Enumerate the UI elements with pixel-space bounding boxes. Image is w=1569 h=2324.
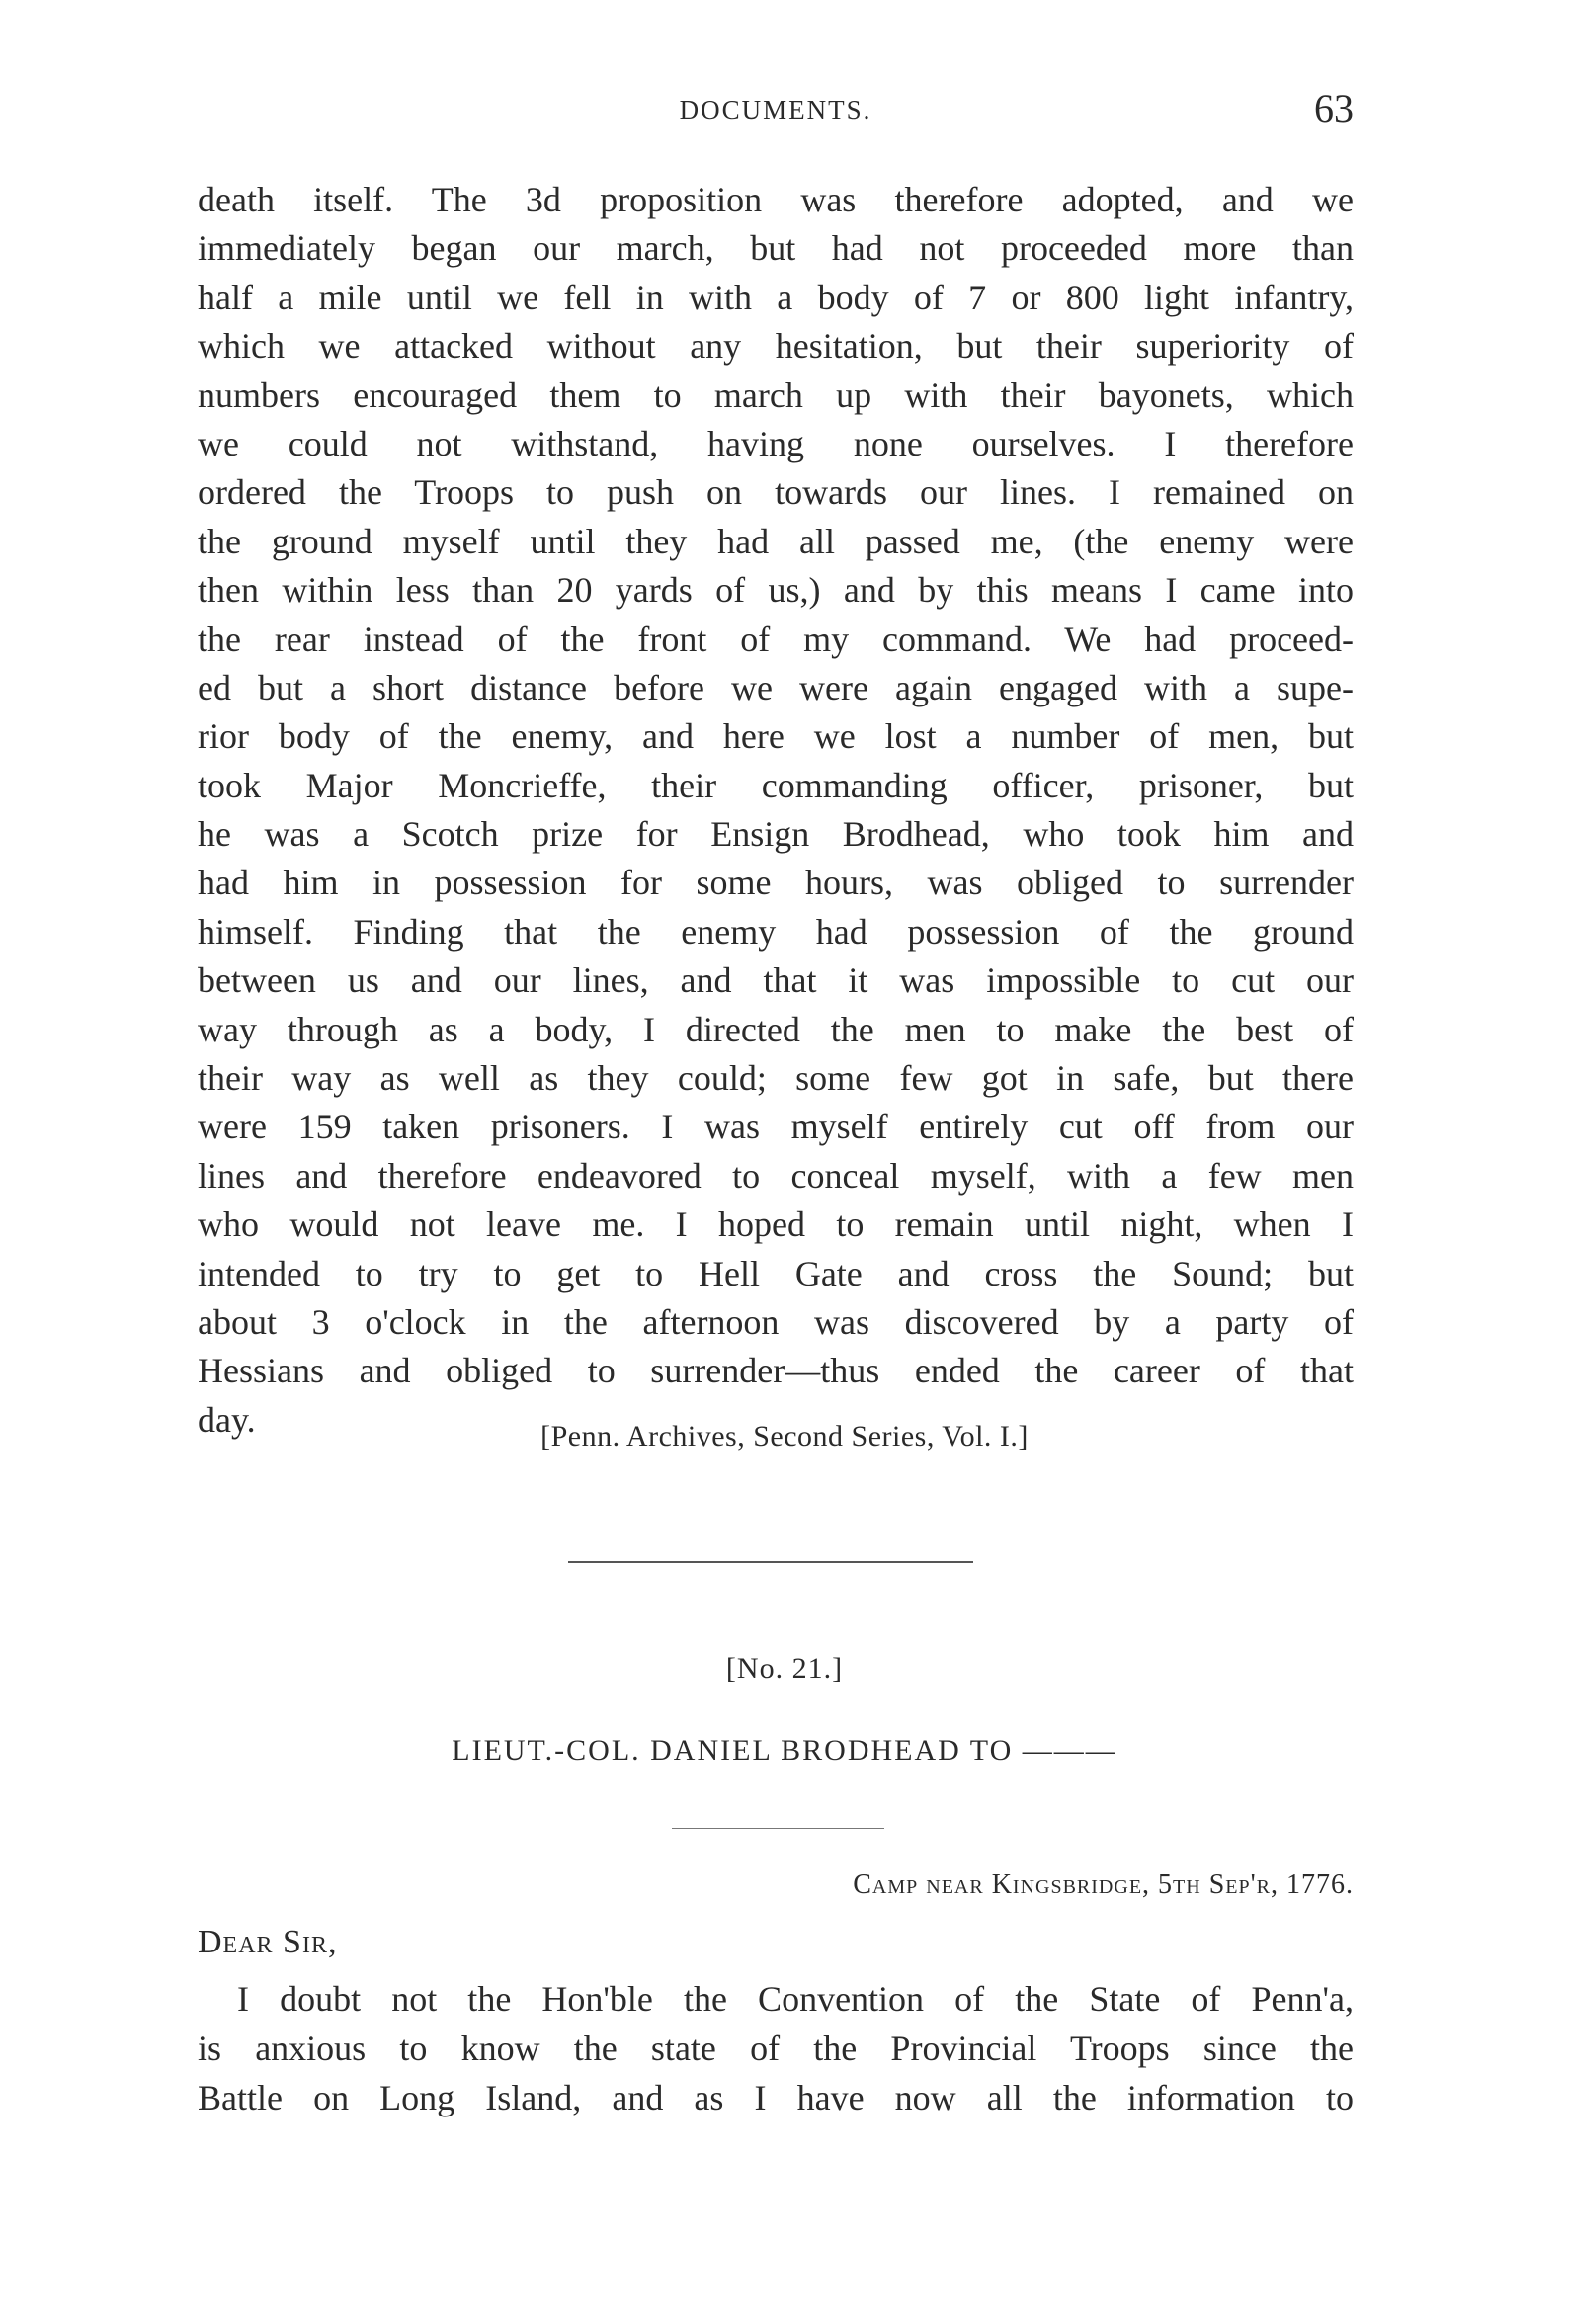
text-line: their way as well as they could; some few got in safe, but there — [198, 1058, 1354, 1099]
page-number: 63 — [1314, 86, 1354, 130]
letter-body — [198, 1974, 1354, 2122]
text-line: who would not leave me. I hoped to remain until night, when I — [198, 1204, 1354, 1245]
heading-rule — [672, 1828, 884, 1829]
text-line: ed but a short distance before we were again engaged with a supe- — [198, 667, 1354, 707]
text-line: numbers encouraged them to march up with their bayonets, which — [198, 374, 1354, 415]
text-line: Battle on Long Island, and as I have now all the information to — [198, 2078, 1354, 2117]
text-line: then within less than 20 yards of us,) and by this means I came into — [198, 570, 1354, 611]
text-line: the ground myself until they had all passed me, (the enemy were — [198, 521, 1354, 561]
text-line: is anxious to know the state of the Provincial Troops since the — [198, 2029, 1354, 2068]
letter-salutation: Dear Sir, — [198, 1924, 338, 1960]
text-line: Hessians and obliged to surrender—thus ended the career of that — [198, 1351, 1354, 1391]
text-line: day. — [198, 1399, 256, 1440]
text-line: death itself. The 3d proposition was therefore adopted, and we — [198, 180, 1354, 219]
text-line: intended to try to get to Hell Gate and cross the Sound; but — [198, 1253, 1354, 1293]
text-line: way through as a body, I directed the men to make the best of — [198, 1009, 1354, 1049]
running-title: DOCUMENTS. — [679, 95, 872, 124]
text-line: took Major Moncrieffe, their commanding officer, prisoner, but — [198, 765, 1354, 805]
text-line: himself. Finding that the enemy had possession of the ground — [198, 911, 1354, 952]
text-line: between us and our lines, and that it was impossible to cut our — [198, 960, 1354, 1001]
text-line: lines and therefore endeavored to conceal myself, with a few men — [198, 1155, 1354, 1196]
text-line: had him in possession for some hours, was obliged to surrender — [198, 863, 1354, 903]
document-heading: LIEUT.-COL. DANIEL BRODHEAD TO ——— — [452, 1734, 1117, 1767]
text-line: he was a Scotch prize for Ensign Brodhead, who took him and — [198, 814, 1354, 855]
text-line: about 3 o'clock in the afternoon was discovered by a party of — [198, 1301, 1354, 1342]
source-citation: [Penn. Archives, Second Series, Vol. I.] — [540, 1420, 1029, 1452]
letter-dateline: Camp near Kingsbridge, 5th Sep'r, 1776. — [853, 1869, 1354, 1900]
text-line: I doubt not the Hon'ble the Convention of the State of Penn'a, — [237, 1979, 1354, 2019]
text-line: immediately began our march, but had not proceeded more than — [198, 228, 1354, 269]
text-line: ordered the Troops to push on towards our lines. I remained on — [198, 472, 1354, 513]
running-head — [198, 85, 1354, 144]
section-divider — [568, 1561, 973, 1563]
text-line: we could not withstand, having none ourselves. I therefore — [198, 423, 1354, 463]
text-line: rior body of the enemy, and here we lost a number of men, but — [198, 716, 1354, 757]
text-line: half a mile until we fell in with a body of 7 or 800 light infantry, — [198, 277, 1354, 317]
text-line: were 159 taken prisoners. I was myself entirely cut off from our — [198, 1107, 1354, 1147]
document-number: [No. 21.] — [725, 1652, 844, 1685]
body-text — [198, 176, 1354, 1445]
text-line: which we attacked without any hesitation, but their superiority of — [198, 326, 1354, 367]
text-line: the rear instead of the front of my command. We had proceed- — [198, 619, 1354, 659]
